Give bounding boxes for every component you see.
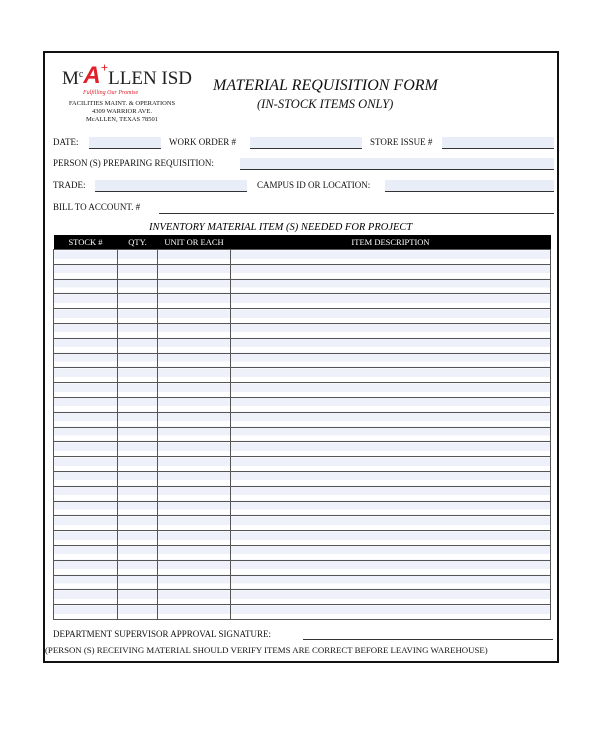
table-cell[interactable] <box>118 545 158 560</box>
table-cell[interactable] <box>231 457 551 472</box>
table-cell[interactable] <box>118 590 158 605</box>
table-cell[interactable] <box>231 516 551 531</box>
form-title: MATERIAL REQUISITION FORM <box>213 77 438 94</box>
table-cell[interactable] <box>54 471 118 486</box>
table-cell[interactable] <box>118 501 158 516</box>
footer-note: (PERSON (S) RECEIVING MATERIAL SHOULD VERIFY ITEMS ARE CORRECT BEFORE LEAVING WAREHOUSE) <box>45 645 488 655</box>
table-cell[interactable] <box>54 516 118 531</box>
table-cell[interactable] <box>118 294 158 309</box>
table-cell[interactable] <box>231 368 551 383</box>
table-cell[interactable] <box>118 605 158 620</box>
work-order-field[interactable] <box>250 137 362 149</box>
table-cell[interactable] <box>158 338 231 353</box>
logo-a-plus: A <box>83 62 101 89</box>
table-cell[interactable] <box>231 397 551 412</box>
col-qty: QTY. <box>118 235 158 250</box>
person-label: PERSON (S) PREPARING REQUISITION: <box>53 158 214 168</box>
table-row <box>54 486 551 501</box>
col-stock: STOCK # <box>54 235 118 250</box>
table-row <box>54 294 551 309</box>
table-row <box>54 442 551 457</box>
table-cell[interactable] <box>54 368 118 383</box>
table-cell[interactable] <box>118 516 158 531</box>
table-cell[interactable] <box>54 397 118 412</box>
table-cell[interactable] <box>118 575 158 590</box>
table-row <box>54 338 551 353</box>
table-cell[interactable] <box>231 471 551 486</box>
table-cell[interactable] <box>54 442 118 457</box>
table-row <box>54 560 551 575</box>
table-cell[interactable] <box>118 353 158 368</box>
table-cell[interactable] <box>158 471 231 486</box>
form-frame <box>43 51 559 663</box>
table-cell[interactable] <box>118 309 158 324</box>
table-cell[interactable] <box>158 294 231 309</box>
date-label: DATE: <box>53 137 79 147</box>
table-row <box>54 427 551 442</box>
table-cell[interactable] <box>118 250 158 265</box>
table-cell[interactable] <box>231 545 551 560</box>
table-cell[interactable] <box>118 323 158 338</box>
table-cell[interactable] <box>231 590 551 605</box>
table-cell[interactable] <box>54 323 118 338</box>
table-cell[interactable] <box>118 338 158 353</box>
table-cell[interactable] <box>231 264 551 279</box>
table-cell[interactable] <box>118 531 158 546</box>
table-cell[interactable] <box>54 531 118 546</box>
table-cell[interactable] <box>54 250 118 265</box>
date-field[interactable] <box>89 137 161 149</box>
table-cell[interactable] <box>54 545 118 560</box>
table-row <box>54 353 551 368</box>
table-cell[interactable] <box>231 560 551 575</box>
person-field[interactable] <box>240 158 554 170</box>
table-cell[interactable] <box>158 309 231 324</box>
signature-field[interactable] <box>303 639 553 640</box>
inventory-title: INVENTORY MATERIAL ITEM (S) NEEDED FOR PROJECT <box>149 222 413 233</box>
table-cell[interactable] <box>54 383 118 398</box>
store-issue-label: STORE ISSUE # <box>370 137 433 147</box>
table-cell[interactable] <box>158 457 231 472</box>
table-row <box>54 309 551 324</box>
table-cell[interactable] <box>158 501 231 516</box>
table-row <box>54 590 551 605</box>
address-line: FACILITIES MAINT. & OPERATIONS <box>68 100 176 107</box>
table-cell[interactable] <box>231 338 551 353</box>
table-row <box>54 323 551 338</box>
table-row <box>54 250 551 265</box>
table-cell[interactable] <box>231 442 551 457</box>
col-unit: UNIT OR EACH <box>158 235 231 250</box>
table-row <box>54 501 551 516</box>
col-description: ITEM DESCRIPTION <box>231 235 551 250</box>
trade-label: TRADE: <box>53 180 86 190</box>
table-row <box>54 516 551 531</box>
table-cell[interactable] <box>231 323 551 338</box>
table-cell[interactable] <box>158 353 231 368</box>
table-cell[interactable] <box>158 323 231 338</box>
table-cell[interactable] <box>118 560 158 575</box>
table-row <box>54 279 551 294</box>
form-subtitle: (IN-STOCK ITEMS ONLY) <box>257 97 394 111</box>
table-cell[interactable] <box>118 442 158 457</box>
table-cell[interactable] <box>231 294 551 309</box>
store-issue-field[interactable] <box>442 137 554 149</box>
logo-tagline: Fulfilling Our Promise <box>83 90 139 96</box>
table-cell[interactable] <box>158 427 231 442</box>
table-row <box>54 397 551 412</box>
table-cell[interactable] <box>54 294 118 309</box>
table-row <box>54 412 551 427</box>
table-cell[interactable] <box>54 264 118 279</box>
table-cell[interactable] <box>54 605 118 620</box>
table-row <box>54 471 551 486</box>
table-cell[interactable] <box>231 383 551 398</box>
table-cell[interactable] <box>54 560 118 575</box>
table-cell[interactable] <box>118 397 158 412</box>
table-cell[interactable] <box>231 412 551 427</box>
signature-label: DEPARTMENT SUPERVISOR APPROVAL SIGNATURE: <box>53 629 272 639</box>
table-cell[interactable] <box>231 353 551 368</box>
items-table <box>53 235 551 620</box>
table-cell[interactable] <box>231 501 551 516</box>
table-row <box>54 575 551 590</box>
table-row <box>54 545 551 560</box>
table-cell[interactable] <box>54 353 118 368</box>
table-cell[interactable] <box>118 471 158 486</box>
table-cell[interactable] <box>158 397 231 412</box>
table-row <box>54 531 551 546</box>
table-cell[interactable] <box>158 516 231 531</box>
address-line: McALLEN, TEXAS 78501 <box>86 116 158 123</box>
table-cell[interactable] <box>54 501 118 516</box>
table-cell[interactable] <box>54 486 118 501</box>
work-order-label: WORK ORDER # <box>169 137 236 147</box>
table-cell[interactable] <box>158 531 231 546</box>
table-cell[interactable] <box>54 309 118 324</box>
table-cell[interactable] <box>231 486 551 501</box>
table-cell[interactable] <box>54 590 118 605</box>
table-cell[interactable] <box>231 279 551 294</box>
table-row <box>54 605 551 620</box>
bill-label: BILL TO ACCOUNT. # <box>53 202 141 212</box>
table-row <box>54 264 551 279</box>
table-row <box>54 457 551 472</box>
table-cell[interactable] <box>54 338 118 353</box>
table-cell[interactable] <box>118 427 158 442</box>
table-cell[interactable] <box>54 412 118 427</box>
table-cell[interactable] <box>158 605 231 620</box>
campus-field[interactable] <box>385 180 554 192</box>
campus-label: CAMPUS ID OR LOCATION: <box>257 180 371 190</box>
table-cell[interactable] <box>158 412 231 427</box>
table-cell[interactable] <box>54 427 118 442</box>
table-cell[interactable] <box>231 250 551 265</box>
table-cell[interactable] <box>158 486 231 501</box>
table-cell[interactable] <box>158 279 231 294</box>
table-cell[interactable] <box>54 279 118 294</box>
table-cell[interactable] <box>158 264 231 279</box>
table-cell[interactable] <box>54 575 118 590</box>
table-cell[interactable] <box>231 575 551 590</box>
table-cell[interactable] <box>118 457 158 472</box>
address-line: 4309 WARRIOR AVE. <box>92 108 152 115</box>
table-cell[interactable] <box>231 309 551 324</box>
table-cell[interactable] <box>118 383 158 398</box>
table-cell[interactable] <box>231 531 551 546</box>
logo: M c A + LLEN ISD <box>62 60 193 89</box>
table-cell[interactable] <box>118 486 158 501</box>
table-cell[interactable] <box>118 368 158 383</box>
table-cell[interactable] <box>231 605 551 620</box>
bill-field[interactable] <box>159 213 554 214</box>
table-cell[interactable] <box>158 545 231 560</box>
table-cell[interactable] <box>158 250 231 265</box>
trade-field[interactable] <box>95 180 247 192</box>
table-cell[interactable] <box>54 457 118 472</box>
table-cell[interactable] <box>231 427 551 442</box>
table-cell[interactable] <box>118 264 158 279</box>
table-cell[interactable] <box>118 412 158 427</box>
table-cell[interactable] <box>118 279 158 294</box>
table-row <box>54 368 551 383</box>
table-cell[interactable] <box>158 575 231 590</box>
table-row <box>54 383 551 398</box>
table-cell[interactable] <box>158 383 231 398</box>
table-cell[interactable] <box>158 560 231 575</box>
table-cell[interactable] <box>158 590 231 605</box>
table-cell[interactable] <box>158 368 231 383</box>
table-cell[interactable] <box>158 442 231 457</box>
